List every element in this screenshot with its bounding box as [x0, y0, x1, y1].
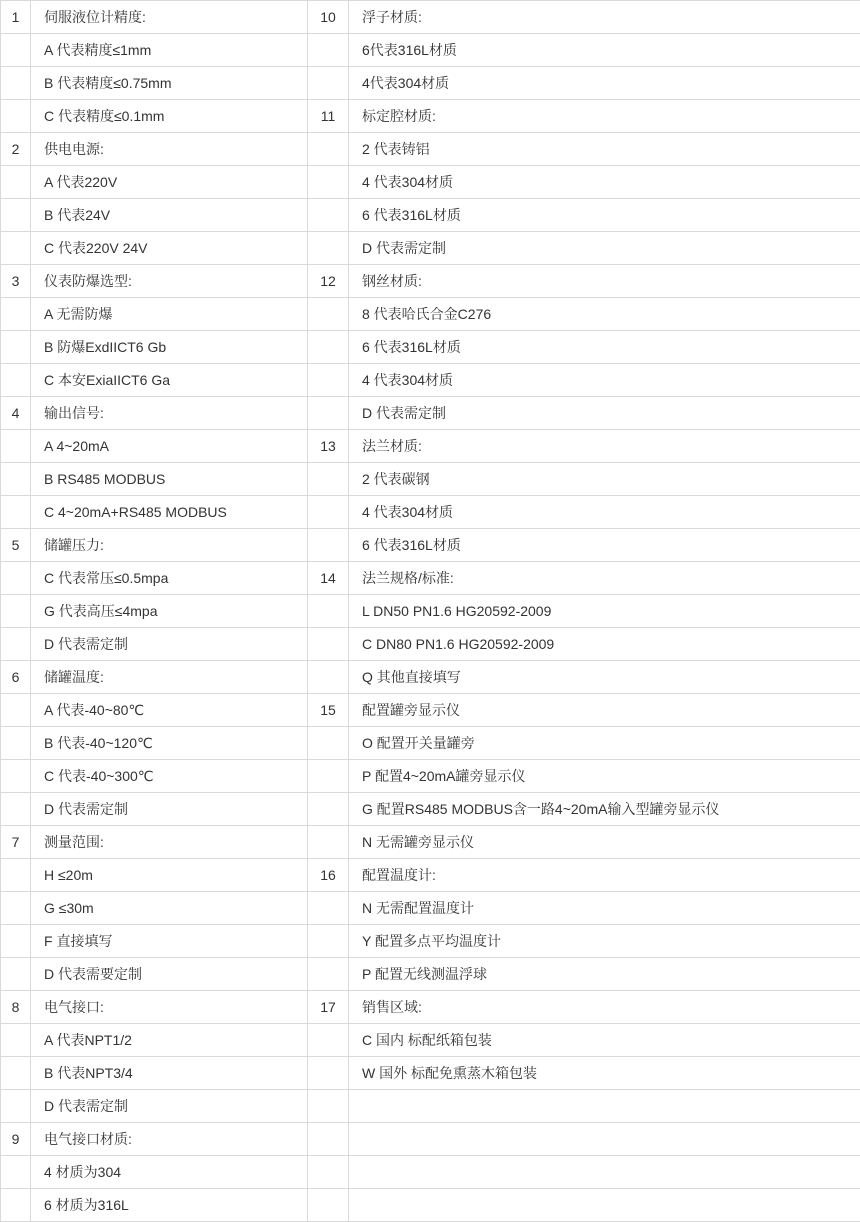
row-index-cell — [1, 364, 31, 397]
table-row — [1, 133, 860, 166]
option-text-cell: P 配置4~20mA罐旁显示仪 — [349, 760, 860, 793]
option-text-cell: 标定腔材质: — [349, 100, 860, 133]
option-text-cell: 6 代表316L材质 — [349, 331, 860, 364]
option-text-cell: D 代表需定制 — [31, 628, 308, 661]
row-index-cell: 11 — [308, 100, 349, 133]
row-index-cell — [1, 694, 31, 727]
option-text-cell: A 代表220V — [31, 166, 308, 199]
option-text-cell: C DN80 PN1.6 HG20592-2009 — [349, 628, 860, 661]
table-row — [1, 265, 860, 298]
option-text-cell: 钢丝材质: — [349, 265, 860, 298]
option-text-cell: 浮子材质: — [349, 1, 860, 34]
option-text-cell: B 代表24V — [31, 199, 308, 232]
option-text-cell — [349, 1123, 860, 1156]
selection-table-body — [1, 1, 860, 1222]
option-text-cell: B 代表精度≤0.75mm — [31, 67, 308, 100]
row-index-cell — [1, 1156, 31, 1189]
option-text-cell: A 4~20mA — [31, 430, 308, 463]
row-index-cell — [308, 1189, 349, 1222]
table-row — [1, 793, 860, 826]
row-index-cell — [308, 925, 349, 958]
option-text-cell: 仪表防爆选型: — [31, 265, 308, 298]
row-index-cell — [308, 232, 349, 265]
row-index-cell — [308, 826, 349, 859]
row-index-cell: 17 — [308, 991, 349, 1024]
table-row — [1, 1, 860, 34]
option-text-cell: A 代表NPT1/2 — [31, 1024, 308, 1057]
row-index-cell — [308, 1057, 349, 1090]
table-row — [1, 694, 860, 727]
row-index-cell — [308, 34, 349, 67]
table-row — [1, 991, 860, 1024]
row-index-cell — [1, 628, 31, 661]
option-text-cell: N 无需配置温度计 — [349, 892, 860, 925]
table-row — [1, 166, 860, 199]
row-index-cell — [1, 100, 31, 133]
option-text-cell: C 代表220V 24V — [31, 232, 308, 265]
row-index-cell — [308, 892, 349, 925]
option-text-cell: C 本安ExiaIICT6 Ga — [31, 364, 308, 397]
option-text-cell: 6 代表316L材质 — [349, 199, 860, 232]
row-index-cell — [1, 232, 31, 265]
option-text-cell: 2 代表碳钢 — [349, 463, 860, 496]
table-row — [1, 1024, 860, 1057]
option-text-cell: 8 代表哈氏合金C276 — [349, 298, 860, 331]
option-text-cell: 销售区域: — [349, 991, 860, 1024]
option-text-cell: 法兰材质: — [349, 430, 860, 463]
option-text-cell: Y 配置多点平均温度计 — [349, 925, 860, 958]
option-text-cell: G 代表高压≤4mpa — [31, 595, 308, 628]
row-index-cell — [1, 298, 31, 331]
table-row — [1, 34, 860, 67]
row-index-cell — [1, 1057, 31, 1090]
option-text-cell: H ≤20m — [31, 859, 308, 892]
row-index-cell — [308, 199, 349, 232]
option-text-cell: 4代表304材质 — [349, 67, 860, 100]
option-text-cell: 6 材质为316L — [31, 1189, 308, 1222]
option-text-cell: A 代表-40~80℃ — [31, 694, 308, 727]
row-index-cell: 2 — [1, 133, 31, 166]
option-text-cell: 电气接口材质: — [31, 1123, 308, 1156]
option-text-cell: B 代表-40~120℃ — [31, 727, 308, 760]
option-text-cell: A 代表精度≤1mm — [31, 34, 308, 67]
row-index-cell — [1, 892, 31, 925]
option-text-cell: C 代表精度≤0.1mm — [31, 100, 308, 133]
row-index-cell — [1, 1024, 31, 1057]
row-index-cell — [1, 958, 31, 991]
table-row — [1, 496, 860, 529]
row-index-cell — [1, 727, 31, 760]
option-text-cell: C 4~20mA+RS485 MODBUS — [31, 496, 308, 529]
table-row — [1, 463, 860, 496]
option-text-cell: F 直接填写 — [31, 925, 308, 958]
option-text-cell: 供电电源: — [31, 133, 308, 166]
row-index-cell — [1, 595, 31, 628]
option-text-cell: 6 代表316L材质 — [349, 529, 860, 562]
row-index-cell: 10 — [308, 1, 349, 34]
row-index-cell — [1, 562, 31, 595]
table-row — [1, 562, 860, 595]
row-index-cell — [1, 34, 31, 67]
option-text-cell: 4 材质为304 — [31, 1156, 308, 1189]
row-index-cell — [1, 925, 31, 958]
option-text-cell: 配置温度计: — [349, 859, 860, 892]
option-text-cell: 测量范围: — [31, 826, 308, 859]
option-text-cell: 配置罐旁显示仪 — [349, 694, 860, 727]
table-row — [1, 100, 860, 133]
option-text-cell: C 国内 标配纸箱包装 — [349, 1024, 860, 1057]
table-row — [1, 232, 860, 265]
row-index-cell: 9 — [1, 1123, 31, 1156]
row-index-cell — [1, 67, 31, 100]
row-index-cell — [308, 529, 349, 562]
option-text-cell: B RS485 MODBUS — [31, 463, 308, 496]
row-index-cell — [1, 430, 31, 463]
row-index-cell — [308, 1090, 349, 1123]
row-index-cell: 15 — [308, 694, 349, 727]
row-index-cell — [308, 166, 349, 199]
option-text-cell: 输出信号: — [31, 397, 308, 430]
table-row — [1, 397, 860, 430]
option-text-cell: A 无需防爆 — [31, 298, 308, 331]
row-index-cell — [1, 331, 31, 364]
option-text-cell: 电气接口: — [31, 991, 308, 1024]
option-text-cell: 伺服液位计精度: — [31, 1, 308, 34]
option-text-cell: D 代表需定制 — [349, 397, 860, 430]
row-index-cell — [308, 133, 349, 166]
option-text-cell — [349, 1189, 860, 1222]
table-row — [1, 892, 860, 925]
row-index-cell — [308, 661, 349, 694]
table-row — [1, 628, 860, 661]
table-row — [1, 364, 860, 397]
row-index-cell — [1, 166, 31, 199]
row-index-cell — [1, 1189, 31, 1222]
option-text-cell: B 防爆ExdIICT6 Gb — [31, 331, 308, 364]
table-row — [1, 67, 860, 100]
table-row — [1, 199, 860, 232]
row-index-cell: 8 — [1, 991, 31, 1024]
option-text-cell: C 代表常压≤0.5mpa — [31, 562, 308, 595]
row-index-cell — [308, 628, 349, 661]
table-row — [1, 958, 860, 991]
row-index-cell: 14 — [308, 562, 349, 595]
option-text-cell: 4 代表304材质 — [349, 496, 860, 529]
option-text-cell: 4 代表304材质 — [349, 166, 860, 199]
option-text-cell: L DN50 PN1.6 HG20592-2009 — [349, 595, 860, 628]
option-text-cell: D 代表需定制 — [31, 1090, 308, 1123]
row-index-cell — [308, 727, 349, 760]
row-index-cell — [308, 67, 349, 100]
row-index-cell — [1, 199, 31, 232]
row-index-cell — [308, 298, 349, 331]
option-text-cell — [349, 1156, 860, 1189]
row-index-cell: 5 — [1, 529, 31, 562]
row-index-cell: 1 — [1, 1, 31, 34]
option-text-cell: 2 代表铸铝 — [349, 133, 860, 166]
table-row — [1, 1156, 860, 1189]
option-text-cell: P 配置无线测温浮球 — [349, 958, 860, 991]
row-index-cell — [308, 595, 349, 628]
option-text-cell — [349, 1090, 860, 1123]
row-index-cell — [1, 1090, 31, 1123]
row-index-cell — [308, 1156, 349, 1189]
row-index-cell — [308, 331, 349, 364]
option-text-cell: D 代表需定制 — [31, 793, 308, 826]
option-text-cell: W 国外 标配免熏蒸木箱包装 — [349, 1057, 860, 1090]
option-text-cell: G ≤30m — [31, 892, 308, 925]
row-index-cell: 12 — [308, 265, 349, 298]
row-index-cell — [1, 463, 31, 496]
option-text-cell: 6代表316L材质 — [349, 34, 860, 67]
table-row — [1, 1090, 860, 1123]
option-text-cell: 储罐压力: — [31, 529, 308, 562]
table-row — [1, 298, 860, 331]
row-index-cell: 4 — [1, 397, 31, 430]
row-index-cell: 7 — [1, 826, 31, 859]
row-index-cell: 13 — [308, 430, 349, 463]
table-row — [1, 529, 860, 562]
option-text-cell: 法兰规格/标准: — [349, 562, 860, 595]
table-row — [1, 826, 860, 859]
row-index-cell — [308, 496, 349, 529]
row-index-cell — [308, 463, 349, 496]
table-row — [1, 430, 860, 463]
row-index-cell — [308, 1123, 349, 1156]
table-row — [1, 1189, 860, 1222]
row-index-cell — [308, 364, 349, 397]
row-index-cell: 3 — [1, 265, 31, 298]
row-index-cell — [1, 859, 31, 892]
option-text-cell: 4 代表304材质 — [349, 364, 860, 397]
table-row — [1, 925, 860, 958]
row-index-cell: 6 — [1, 661, 31, 694]
option-text-cell: G 配置RS485 MODBUS含一路4~20mA输入型罐旁显示仪 — [349, 793, 860, 826]
option-text-cell: Q 其他直接填写 — [349, 661, 860, 694]
table-row — [1, 1123, 860, 1156]
row-index-cell — [308, 760, 349, 793]
option-text-cell: B 代表NPT3/4 — [31, 1057, 308, 1090]
option-text-cell: C 代表-40~300℃ — [31, 760, 308, 793]
table-row — [1, 1057, 860, 1090]
table-row — [1, 859, 860, 892]
row-index-cell — [1, 793, 31, 826]
table-row — [1, 331, 860, 364]
option-text-cell: N 无需罐旁显示仪 — [349, 826, 860, 859]
row-index-cell — [1, 760, 31, 793]
table-row — [1, 727, 860, 760]
row-index-cell — [308, 397, 349, 430]
row-index-cell — [308, 958, 349, 991]
option-text-cell: D 代表需要定制 — [31, 958, 308, 991]
row-index-cell — [308, 1024, 349, 1057]
option-text-cell: D 代表需定制 — [349, 232, 860, 265]
row-index-cell — [1, 496, 31, 529]
table-row — [1, 661, 860, 694]
option-text-cell: O 配置开关量罐旁 — [349, 727, 860, 760]
table-row — [1, 595, 860, 628]
row-index-cell — [308, 793, 349, 826]
option-text-cell: 储罐温度: — [31, 661, 308, 694]
row-index-cell: 16 — [308, 859, 349, 892]
table-row — [1, 760, 860, 793]
